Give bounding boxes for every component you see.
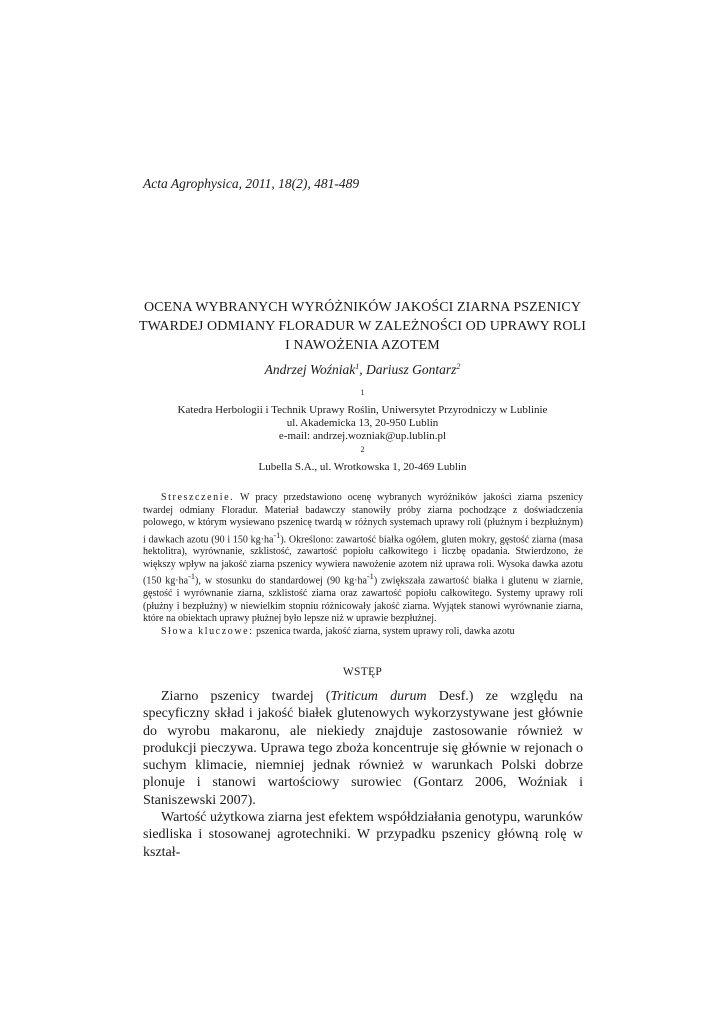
unit-exponent: -1: [188, 572, 196, 582]
article-title: [130, 298, 595, 355]
affiliation-text: Katedra Herbologii i Technik Uprawy Roślin, Uniwersytet Przyrodniczy w Lublinie: [177, 404, 548, 416]
affiliation-address: ul. Akademicka 13, 20-950 Lublin: [286, 417, 439, 429]
affiliations: [130, 386, 595, 474]
author-list: [0, 362, 725, 378]
paragraph: Wartość użytkowa ziarna jest efektem współdziałania genotypu, warunków siedliska i stosowanej agrotechniki. W przypadku pszenicy główną rolę w kształ-: [143, 810, 583, 860]
species-name: Triticum durum: [330, 689, 427, 704]
affiliation-marker: 1: [355, 362, 360, 371]
keywords-list: pszenica twarda, jakość ziarna, system uprawy roli, dawka azotu: [253, 625, 515, 637]
affiliation-text: Lubella S.A., ul. Wrotkowska 1, 20-469 Lublin: [258, 461, 467, 473]
abstract-part: ), w stosunku do standardowej (90 kg·ha: [195, 575, 367, 587]
abstract-part: ) zwiększała zawartość białka i glutenu w ziarnie, gęstość i wyrównanie ziarna, szklistość ziarna oraz zawartość popiołu całkowitego. Systemy uprawy roli (płużny i bezpłużny) w niewielkim stopniu różnicowały jakość ziarna. Wyjątek stanowi wyrównanie ziarna, które na obiektach uprawy płużnej było lepsze niż w uprawie bezpłużnej.: [143, 575, 583, 625]
author-email: e-mail: andrzej.wozniak@up.lublin.pl: [278, 430, 447, 442]
title-line: OCENA WYBRANYCH WYRÓŻNIKÓW JAKOŚCI ZIARNA PSZENICY: [143, 300, 582, 315]
paragraph-part: Desf.) ze względu na specyficzny skład i jakość białek glutenowych wykorzystywane jest głównie do wyrobu makaronu, ale niekiedy znajduje zastosowanie również w produkcji pieczywa. Uprawa tego zboża koncentruje się głównie w rejonach o suchym klimacie, niemniej jednak również w warunkach Polski dobrze plonuje i stanowi wartościowy surowiec (Gontarz 2006, Woźniak i Staniszewski 2007).: [143, 689, 583, 808]
abstract-block: [143, 492, 583, 638]
title-line: I NAWOŻENIA AZOTEM: [285, 338, 440, 353]
affiliation-line: [130, 386, 595, 417]
abstract-text: [143, 492, 583, 626]
intro-text: [143, 688, 583, 861]
abstract-label: Streszczenie.: [161, 492, 235, 503]
paragraph: [143, 688, 583, 809]
section-heading: WSTĘP: [342, 666, 383, 678]
affiliation-marker: 1: [360, 388, 365, 397]
keywords-label: Słowa kluczowe:: [161, 625, 254, 637]
title-line: TWARDEJ ODMIANY FLORADUR W ZALEŻNOŚCI OD UPRAWY ROLI: [138, 319, 586, 334]
affiliation-marker: 2: [360, 445, 365, 454]
abstract-part: ). Określono: zawartość białka ogółem, gluten mokry, gęstość ziarna (masa hektolitra), wyrównanie, szklistość, zawartość popiołu całkowitego i liczbę opadania. Stwierdzono, że większy wpływ na jakość ziarna pszenicy wywiera nawożenie azotem niż uprawa roli. Wysoka dawka azotu (150 kg·ha: [143, 533, 583, 587]
unit-exponent: -1: [366, 572, 374, 582]
affiliation-line: [130, 443, 595, 474]
author-name: Dariusz Gontarz: [365, 362, 457, 377]
journal-citation: Acta Agrophysica, 2011, 18(2), 481-489: [143, 176, 360, 191]
author-separator: ,: [359, 362, 366, 377]
abstract-part: W pracy przedstawiono ocenę wybranych wyróżników jakości ziarna pszenicy twardej odmiany Floradur. Materiał badawczy stanowiły próby ziarna pochodzące z doświadczenia polowego, w którym wysiewano pszenicę twardą w różnych systemach uprawy roli (płużnym i bezpłużnym) i dawkach azotu (90 i 150 kg·ha: [143, 492, 583, 545]
affiliation-marker: 2: [456, 362, 461, 371]
paragraph-part: Ziarno pszenicy twardej (: [161, 689, 331, 704]
keywords: [143, 626, 583, 639]
unit-exponent: -1: [273, 530, 281, 540]
author-name: Andrzej Woźniak: [264, 362, 356, 377]
